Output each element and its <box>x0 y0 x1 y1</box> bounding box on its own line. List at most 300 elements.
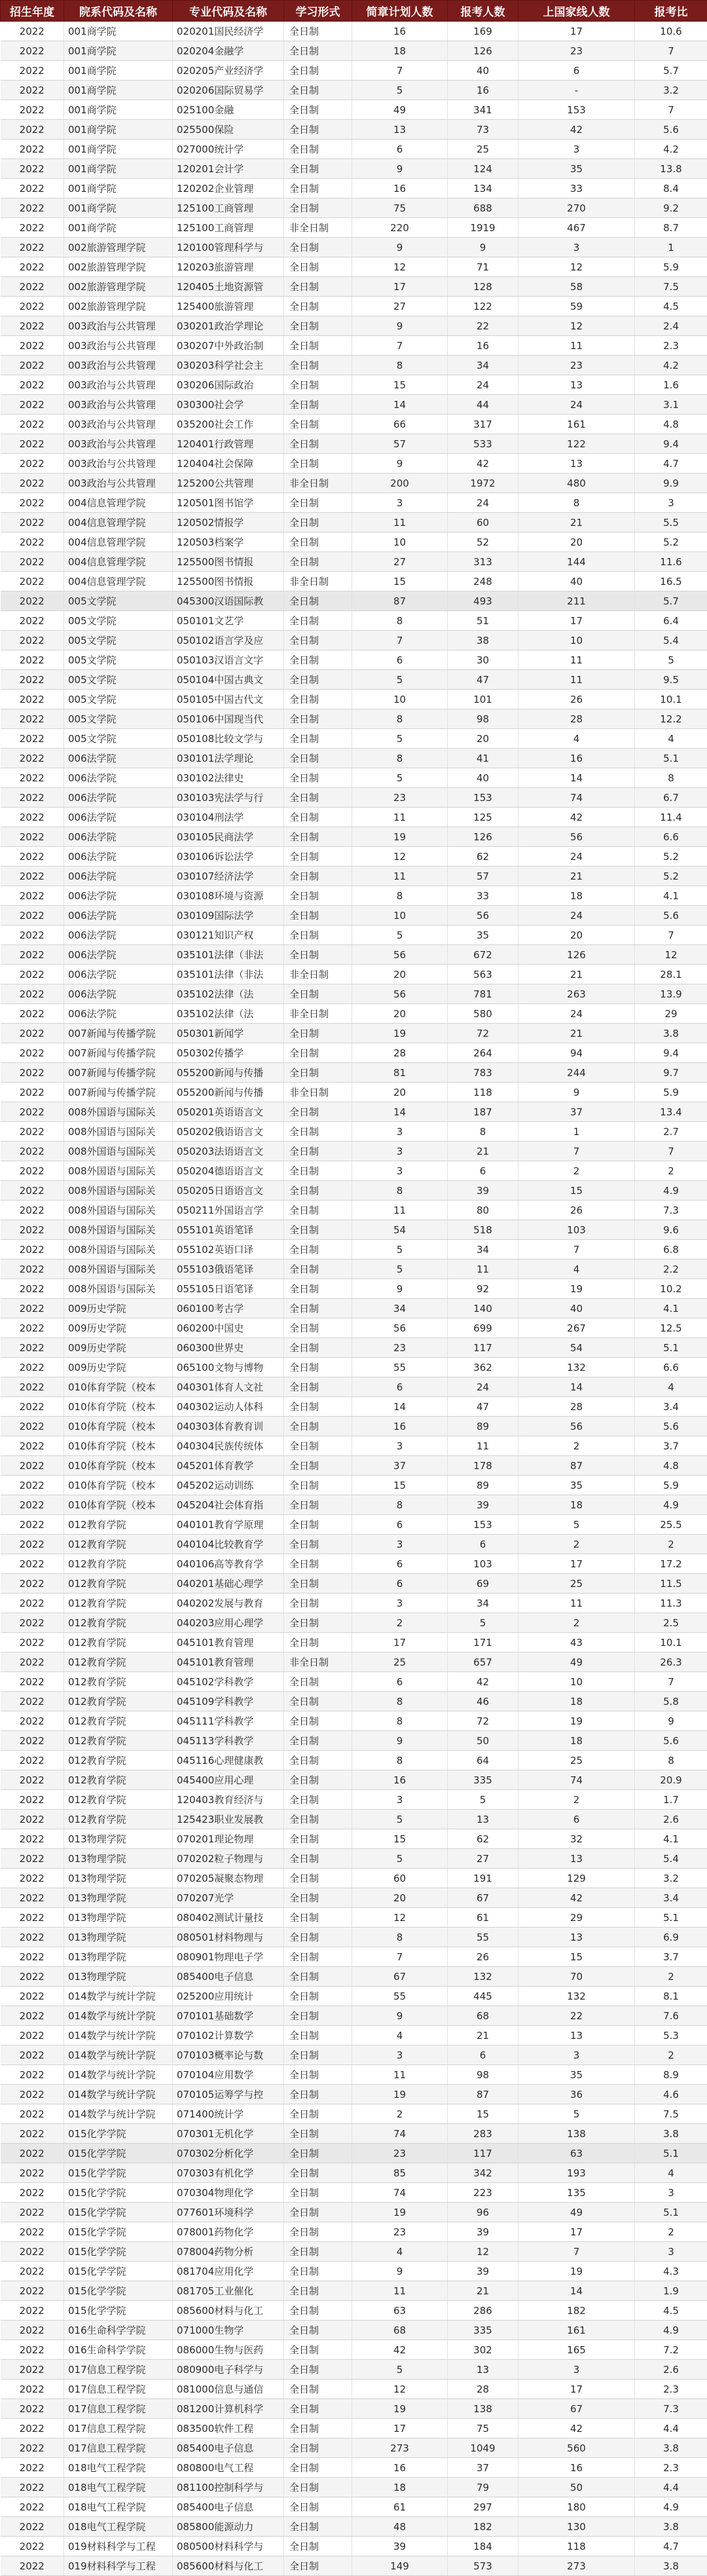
table-row <box>1 1888 707 1908</box>
year-cell: 2022 <box>1 1260 64 1279</box>
applicants-cell: 79 <box>448 2478 518 2497</box>
study-mode-cell: 全日制 <box>284 1751 352 1770</box>
table-row <box>1 1358 707 1377</box>
applicants-cell: 30 <box>448 650 518 670</box>
plan-count-cell: 19 <box>352 2399 448 2419</box>
table-row <box>1 1456 707 1476</box>
department-cell: 009历史学院 <box>64 1299 173 1318</box>
passed-count-cell: 56 <box>518 827 635 847</box>
study-mode-cell: 全日制 <box>284 1633 352 1652</box>
ratio-cell: 8 <box>635 1751 707 1770</box>
major-cell: 030104刑法学 <box>173 808 284 827</box>
passed-count-cell: 467 <box>518 218 635 238</box>
applicants-cell: 64 <box>448 1751 518 1770</box>
table-row <box>1 532 707 552</box>
department-cell: 008外国语与国际关 <box>64 1240 173 1260</box>
department-cell: 015化学学院 <box>64 2183 173 2203</box>
year-cell: 2022 <box>1 906 64 925</box>
plan-count-cell: 16 <box>352 179 448 198</box>
header-study-mode: 学习形式 <box>284 1 352 22</box>
major-cell: 030121知识产权 <box>173 925 284 945</box>
major-cell: 125200公共管理 <box>173 474 284 493</box>
passed-count-cell: 3 <box>518 140 635 159</box>
passed-count-cell: 42 <box>518 2419 635 2438</box>
study-mode-cell: 全日制 <box>284 493 352 513</box>
study-mode-cell: 全日制 <box>284 1692 352 1711</box>
department-cell: 015化学学院 <box>64 2222 173 2242</box>
year-cell: 2022 <box>1 22 64 41</box>
passed-count-cell: 17 <box>518 611 635 631</box>
department-cell: 016生命科学学院 <box>64 2321 173 2340</box>
plan-count-cell: 68 <box>352 2321 448 2340</box>
major-cell: 120405土地资源管 <box>173 277 284 297</box>
table-row <box>1 1692 707 1711</box>
study-mode-cell: 全日制 <box>284 1417 352 1436</box>
ratio-cell: 5.2 <box>635 867 707 886</box>
major-cell: 050105中国古代文 <box>173 690 284 709</box>
plan-count-cell: 16 <box>352 1770 448 1790</box>
year-cell: 2022 <box>1 532 64 552</box>
study-mode-cell: 全日制 <box>284 434 352 454</box>
department-cell: 001商学院 <box>64 218 173 238</box>
major-cell: 081705工业催化 <box>173 2281 284 2301</box>
passed-count-cell: 6 <box>518 1810 635 1829</box>
table-row <box>1 1122 707 1142</box>
table-row <box>1 100 707 120</box>
table-row <box>1 2242 707 2262</box>
plan-count-cell: 23 <box>352 2144 448 2163</box>
ratio-cell: 3 <box>635 2242 707 2262</box>
year-cell: 2022 <box>1 1751 64 1770</box>
study-mode-cell: 全日制 <box>284 611 352 631</box>
department-cell: 008外国语与国际关 <box>64 1201 173 1220</box>
study-mode-cell: 全日制 <box>284 257 352 277</box>
applicants-cell: 128 <box>448 277 518 297</box>
applicants-cell: 493 <box>448 591 518 611</box>
ratio-cell: 2 <box>635 1161 707 1181</box>
passed-count-cell: 24 <box>518 395 635 415</box>
major-cell: 020201国民经济学 <box>173 22 284 41</box>
major-cell: 070202粒子物理与 <box>173 1849 284 1869</box>
department-cell: 005文学院 <box>64 611 173 631</box>
ratio-cell: 2.2 <box>635 1260 707 1279</box>
year-cell: 2022 <box>1 2281 64 2301</box>
plan-count-cell: 15 <box>352 375 448 395</box>
study-mode-cell: 全日制 <box>284 81 352 100</box>
ratio-cell: 9.4 <box>635 1043 707 1063</box>
department-cell: 012教育学院 <box>64 1535 173 1554</box>
applicants-cell: 73 <box>448 120 518 140</box>
major-cell: 081000信息与通信 <box>173 2380 284 2399</box>
ratio-cell: 8.4 <box>635 179 707 198</box>
passed-count-cell: 70 <box>518 1967 635 1987</box>
plan-count-cell: 10 <box>352 532 448 552</box>
passed-count-cell: 35 <box>518 159 635 179</box>
passed-count-cell: 2 <box>518 1161 635 1181</box>
year-cell: 2022 <box>1 1633 64 1652</box>
table-row <box>1 1476 707 1495</box>
ratio-cell: 6.9 <box>635 1928 707 1947</box>
year-cell: 2022 <box>1 474 64 493</box>
applicants-cell: 50 <box>448 1731 518 1751</box>
applicants-cell: 47 <box>448 670 518 690</box>
year-cell: 2022 <box>1 2399 64 2419</box>
ratio-cell: 9.5 <box>635 670 707 690</box>
table-row <box>1 788 707 808</box>
ratio-cell: 10.6 <box>635 22 707 41</box>
study-mode-cell: 全日制 <box>284 2006 352 2026</box>
major-cell: 055103俄语笔译 <box>173 1260 284 1279</box>
passed-count-cell: 122 <box>518 434 635 454</box>
table-row <box>1 768 707 788</box>
study-mode-cell: 全日制 <box>284 1829 352 1849</box>
department-cell: 001商学院 <box>64 120 173 140</box>
department-cell: 015化学学院 <box>64 2281 173 2301</box>
department-cell: 010体育学院（校本 <box>64 1456 173 1476</box>
ratio-cell: 7 <box>635 1672 707 1692</box>
plan-count-cell: 16 <box>352 22 448 41</box>
plan-count-cell: 9 <box>352 2262 448 2281</box>
applicants-cell: 563 <box>448 965 518 984</box>
department-cell: 014数学与统计学院 <box>64 2006 173 2026</box>
plan-count-cell: 220 <box>352 218 448 238</box>
table-row <box>1 120 707 140</box>
ratio-cell: 7 <box>635 41 707 61</box>
ratio-cell: 5.4 <box>635 631 707 650</box>
ratio-cell: 2.3 <box>635 2458 707 2478</box>
ratio-cell: 2.3 <box>635 336 707 356</box>
plan-count-cell: 19 <box>352 2085 448 2104</box>
major-cell: 070104应用数学 <box>173 2065 284 2085</box>
passed-count-cell: 5 <box>518 1515 635 1535</box>
passed-count-cell: 6 <box>518 61 635 81</box>
major-cell: 045300汉语国际教 <box>173 591 284 611</box>
department-cell: 003政治与公共管理 <box>64 356 173 375</box>
year-cell: 2022 <box>1 2537 64 2556</box>
major-cell: 040303体育教育训 <box>173 1417 284 1436</box>
department-cell: 003政治与公共管理 <box>64 454 173 474</box>
major-cell: 080402测试计量技 <box>173 1908 284 1928</box>
study-mode-cell: 全日制 <box>284 238 352 257</box>
study-mode-cell: 非全日制 <box>284 1004 352 1024</box>
major-cell: 070207光学 <box>173 1888 284 1908</box>
ratio-cell: 4.5 <box>635 297 707 316</box>
department-cell: 012教育学院 <box>64 1731 173 1751</box>
ratio-cell: 5.1 <box>635 2203 707 2222</box>
year-cell: 2022 <box>1 2144 64 2163</box>
plan-count-cell: 3 <box>352 1790 448 1810</box>
plan-count-cell: 19 <box>352 1024 448 1043</box>
passed-count-cell: 21 <box>518 867 635 886</box>
passed-count-cell: 37 <box>518 1102 635 1122</box>
passed-count-cell: 132 <box>518 1358 635 1377</box>
study-mode-cell: 全日制 <box>284 1967 352 1987</box>
applicants-cell: 38 <box>448 631 518 650</box>
year-cell: 2022 <box>1 2222 64 2242</box>
study-mode-cell: 全日制 <box>284 768 352 788</box>
department-cell: 016生命科学学院 <box>64 2340 173 2360</box>
passed-count-cell: 49 <box>518 1652 635 1672</box>
study-mode-cell: 全日制 <box>284 552 352 572</box>
table-row <box>1 808 707 827</box>
applicants-cell: 11 <box>448 1260 518 1279</box>
header-year: 招生年度 <box>1 1 64 22</box>
passed-count-cell: 15 <box>518 1947 635 1967</box>
table-row <box>1 61 707 81</box>
study-mode-cell: 全日制 <box>284 395 352 415</box>
department-cell: 015化学学院 <box>64 2124 173 2144</box>
department-cell: 012教育学院 <box>64 1613 173 1633</box>
major-cell: 065100文物与博物 <box>173 1358 284 1377</box>
table-row <box>1 198 707 218</box>
plan-count-cell: 2 <box>352 2104 448 2124</box>
department-cell: 013物理学院 <box>64 1908 173 1928</box>
plan-count-cell: 25 <box>352 1652 448 1672</box>
passed-count-cell: 273 <box>518 2556 635 2576</box>
plan-count-cell: 54 <box>352 1220 448 1240</box>
major-cell: 080900电子科学与 <box>173 2360 284 2380</box>
table-row <box>1 1751 707 1770</box>
ratio-cell: 5.5 <box>635 513 707 532</box>
year-cell: 2022 <box>1 768 64 788</box>
year-cell: 2022 <box>1 2438 64 2458</box>
study-mode-cell: 全日制 <box>284 356 352 375</box>
plan-count-cell: 5 <box>352 1240 448 1260</box>
applicants-cell: 68 <box>448 2006 518 2026</box>
year-cell: 2022 <box>1 1436 64 1456</box>
year-cell: 2022 <box>1 336 64 356</box>
plan-count-cell: 5 <box>352 1849 448 1869</box>
major-cell: 035101法律（非法 <box>173 945 284 965</box>
ratio-cell: 4.2 <box>635 356 707 375</box>
plan-count-cell: 8 <box>352 886 448 906</box>
applicants-cell: 699 <box>448 1318 518 1338</box>
passed-count-cell: 13 <box>518 454 635 474</box>
department-cell: 012教育学院 <box>64 1672 173 1692</box>
year-cell: 2022 <box>1 375 64 395</box>
applicants-cell: 27 <box>448 1849 518 1869</box>
year-cell: 2022 <box>1 1535 64 1554</box>
applicants-cell: 187 <box>448 1102 518 1122</box>
year-cell: 2022 <box>1 965 64 984</box>
plan-count-cell: 39 <box>352 2537 448 2556</box>
table-row <box>1 2006 707 2026</box>
major-cell: 040101教育学原理 <box>173 1515 284 1535</box>
year-cell: 2022 <box>1 493 64 513</box>
passed-count-cell: 17 <box>518 2222 635 2242</box>
table-row <box>1 2301 707 2321</box>
passed-count-cell: 560 <box>518 2438 635 2458</box>
passed-count-cell: 8 <box>518 493 635 513</box>
passed-count-cell: 54 <box>518 1338 635 1358</box>
table-row <box>1 965 707 984</box>
study-mode-cell: 全日制 <box>284 788 352 808</box>
applicants-cell: 21 <box>448 2026 518 2045</box>
applicants-cell: 24 <box>448 493 518 513</box>
year-cell: 2022 <box>1 434 64 454</box>
department-cell: 013物理学院 <box>64 1947 173 1967</box>
applicants-cell: 42 <box>448 1672 518 1692</box>
plan-count-cell: 3 <box>352 1594 448 1613</box>
ratio-cell: 25.5 <box>635 1515 707 1535</box>
table-row <box>1 493 707 513</box>
department-cell: 008外国语与国际关 <box>64 1142 173 1161</box>
applicants-cell: 122 <box>448 297 518 316</box>
department-cell: 003政治与公共管理 <box>64 336 173 356</box>
study-mode-cell: 全日制 <box>284 2399 352 2419</box>
plan-count-cell: 74 <box>352 2183 448 2203</box>
table-row <box>1 2144 707 2163</box>
year-cell: 2022 <box>1 1515 64 1535</box>
study-mode-cell: 全日制 <box>284 886 352 906</box>
ratio-cell: 4 <box>635 2163 707 2183</box>
ratio-cell: 13.4 <box>635 1102 707 1122</box>
table-row <box>1 140 707 159</box>
department-cell: 012教育学院 <box>64 1515 173 1535</box>
table-row <box>1 2537 707 2556</box>
department-cell: 019材料科学与工程 <box>64 2537 173 2556</box>
study-mode-cell: 全日制 <box>284 2281 352 2301</box>
applicants-cell: 124 <box>448 159 518 179</box>
study-mode-cell: 全日制 <box>284 140 352 159</box>
major-cell: 085600材料与化工 <box>173 2556 284 2576</box>
passed-count-cell: 42 <box>518 120 635 140</box>
plan-count-cell: 14 <box>352 395 448 415</box>
year-cell: 2022 <box>1 2360 64 2380</box>
passed-count-cell: 2 <box>518 1535 635 1554</box>
ratio-cell: 7 <box>635 100 707 120</box>
passed-count-cell: 161 <box>518 2321 635 2340</box>
department-cell: 008外国语与国际关 <box>64 1102 173 1122</box>
year-cell: 2022 <box>1 1122 64 1142</box>
study-mode-cell: 全日制 <box>284 867 352 886</box>
year-cell: 2022 <box>1 395 64 415</box>
department-cell: 013物理学院 <box>64 1928 173 1947</box>
table-row <box>1 159 707 179</box>
year-cell: 2022 <box>1 1672 64 1692</box>
plan-count-cell: 3 <box>352 2045 448 2065</box>
table-row <box>1 1260 707 1279</box>
year-cell: 2022 <box>1 277 64 297</box>
year-cell: 2022 <box>1 749 64 768</box>
year-cell: 2022 <box>1 1456 64 1476</box>
department-cell: 017信息工程学院 <box>64 2380 173 2399</box>
table-row <box>1 257 707 277</box>
major-cell: 078001药物化学 <box>173 2222 284 2242</box>
passed-count-cell: 4 <box>518 1260 635 1279</box>
major-cell: 045201体育教学 <box>173 1456 284 1476</box>
study-mode-cell: 全日制 <box>284 2497 352 2517</box>
passed-count-cell: 135 <box>518 2183 635 2203</box>
major-cell: 055102英语口译 <box>173 1240 284 1260</box>
year-cell: 2022 <box>1 670 64 690</box>
major-cell: 045202运动训练 <box>173 1476 284 1495</box>
year-cell: 2022 <box>1 2556 64 2576</box>
passed-count-cell: 56 <box>518 1417 635 1436</box>
plan-count-cell: 48 <box>352 2517 448 2537</box>
passed-count-cell: 17 <box>518 22 635 41</box>
passed-count-cell: 10 <box>518 631 635 650</box>
study-mode-cell: 全日制 <box>284 22 352 41</box>
passed-count-cell: 138 <box>518 2124 635 2144</box>
ratio-cell: 5.6 <box>635 906 707 925</box>
table-row <box>1 434 707 454</box>
major-cell: 045101教育管理 <box>173 1633 284 1652</box>
passed-count-cell: 16 <box>518 749 635 768</box>
table-row <box>1 1299 707 1318</box>
table-row <box>1 2183 707 2203</box>
year-cell: 2022 <box>1 2321 64 2340</box>
table-row <box>1 827 707 847</box>
table-row <box>1 2517 707 2537</box>
applicants-cell: 783 <box>448 1063 518 1083</box>
passed-count-cell: 14 <box>518 2281 635 2301</box>
table-row <box>1 2360 707 2380</box>
passed-count-cell: 7 <box>518 1142 635 1161</box>
ratio-cell: 3.7 <box>635 1436 707 1456</box>
major-cell: 040301体育人文社 <box>173 1377 284 1397</box>
year-cell: 2022 <box>1 1043 64 1063</box>
year-cell: 2022 <box>1 297 64 316</box>
table-row <box>1 2458 707 2478</box>
plan-count-cell: 6 <box>352 140 448 159</box>
major-cell: 055105日语笔译 <box>173 1279 284 1299</box>
ratio-cell: 2 <box>635 2222 707 2242</box>
plan-count-cell: 8 <box>352 709 448 729</box>
passed-count-cell: 28 <box>518 1397 635 1417</box>
passed-count-cell: 244 <box>518 1063 635 1083</box>
plan-count-cell: 37 <box>352 1456 448 1476</box>
plan-count-cell: 23 <box>352 1338 448 1358</box>
plan-count-cell: 9 <box>352 316 448 336</box>
applicants-cell: 96 <box>448 2203 518 2222</box>
passed-count-cell: 25 <box>518 1751 635 1770</box>
table-row <box>1 513 707 532</box>
department-cell: 010体育学院（校本 <box>64 1377 173 1397</box>
ratio-cell: 11.6 <box>635 552 707 572</box>
department-cell: 001商学院 <box>64 179 173 198</box>
major-cell: 086000生物与医药 <box>173 2340 284 2360</box>
ratio-cell: 5.8 <box>635 1692 707 1711</box>
passed-count-cell: 118 <box>518 2537 635 2556</box>
study-mode-cell: 全日制 <box>284 2360 352 2380</box>
major-cell: 030108环境与资源 <box>173 886 284 906</box>
passed-count-cell: 12 <box>518 257 635 277</box>
major-cell: 071400统计学 <box>173 2104 284 2124</box>
department-cell: 001商学院 <box>64 81 173 100</box>
study-mode-cell: 全日制 <box>284 1122 352 1142</box>
applicants-cell: 182 <box>448 2517 518 2537</box>
passed-count-cell: 87 <box>518 1456 635 1476</box>
ratio-cell: 4.8 <box>635 415 707 434</box>
ratio-cell: 10.1 <box>635 690 707 709</box>
applicants-cell: 56 <box>448 906 518 925</box>
ratio-cell: 4.7 <box>635 2537 707 2556</box>
header-applicants: 报考人数 <box>448 1 518 22</box>
applicants-cell: 362 <box>448 1358 518 1377</box>
passed-count-cell: 43 <box>518 1633 635 1652</box>
passed-count-cell: 67 <box>518 2399 635 2419</box>
study-mode-cell: 全日制 <box>284 2104 352 2124</box>
department-cell: 012教育学院 <box>64 1751 173 1770</box>
year-cell: 2022 <box>1 650 64 670</box>
department-cell: 005文学院 <box>64 670 173 690</box>
plan-count-cell: 16 <box>352 2458 448 2478</box>
major-cell: 040104比较教育学 <box>173 1535 284 1554</box>
year-cell: 2022 <box>1 1790 64 1810</box>
table-row <box>1 2380 707 2399</box>
ratio-cell: 6.4 <box>635 611 707 631</box>
